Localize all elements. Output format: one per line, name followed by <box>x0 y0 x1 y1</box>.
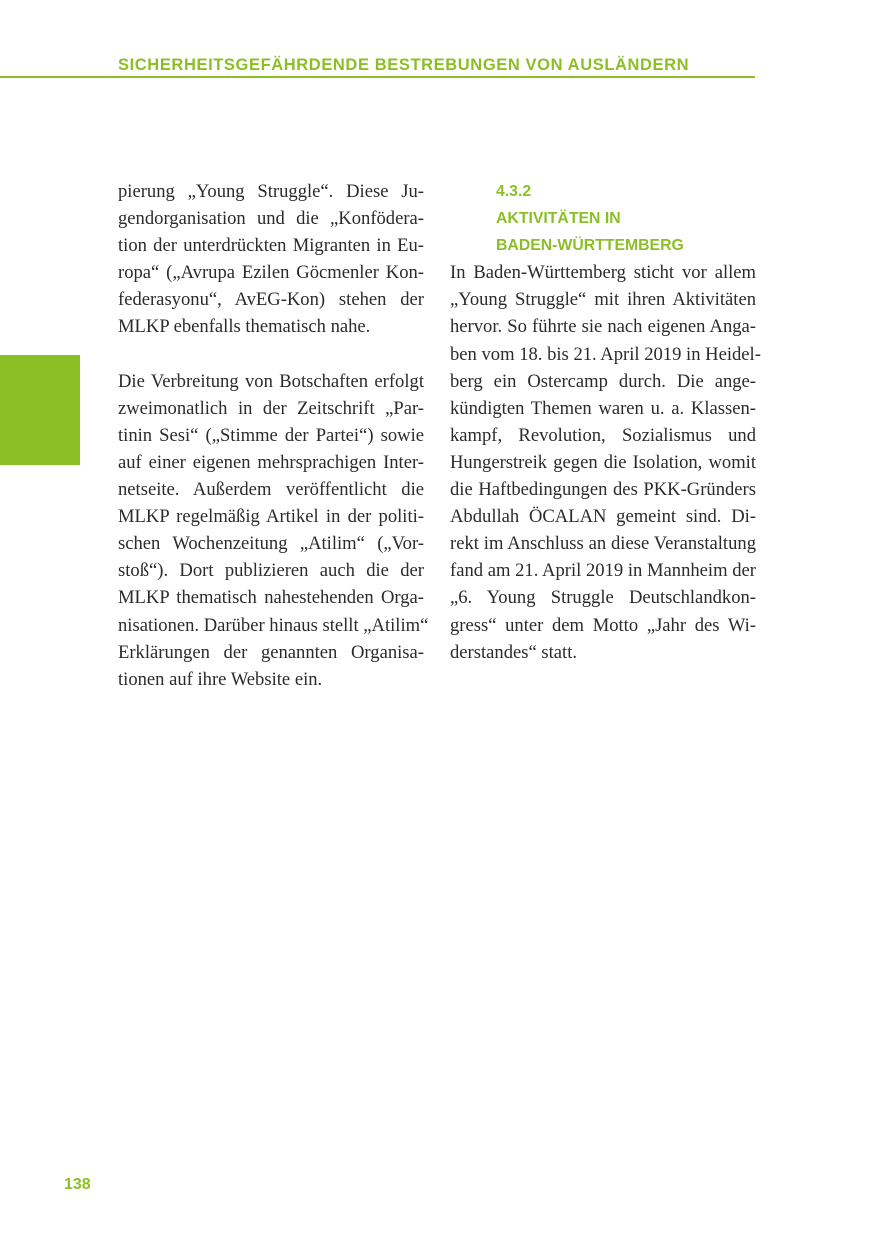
section-title-line: AKTIVITÄTEN IN <box>496 210 621 228</box>
text-line: gress“ unter dem Motto „Jahr des Wi- <box>450 614 756 636</box>
paragraph-mlkp-affiliates <box>118 178 424 341</box>
text-line: derstandes“ statt. <box>450 641 578 663</box>
text-line: Die Verbreitung von Botschaften erfolgt <box>118 370 424 392</box>
section-title-line: BADEN-WÜRTTEMBERG <box>496 237 684 255</box>
text-line: kündigten Themen waren u. a. Klassen- <box>450 397 756 419</box>
paragraph-baden-wuerttemberg-activities <box>450 259 761 665</box>
text-line: MLKP ebenfalls thematisch nahe. <box>118 316 371 338</box>
text-line: ben vom 18. bis 21. April 2019 in Heidel- <box>450 343 761 365</box>
header-rule <box>0 76 755 78</box>
text-line: schen Wochenzeitung „Atilim“ („Vor- <box>118 533 424 555</box>
text-line: berg ein Ostercamp durch. Die ange- <box>450 370 756 392</box>
text-line: fand am 21. April 2019 in Mannheim der <box>450 560 756 582</box>
chapter-tab-marker <box>0 355 80 465</box>
text-line: „Young Struggle“ mit ihren Aktivitäten <box>450 289 756 311</box>
text-line: stoß“). Dort publizieren auch die der <box>118 560 424 582</box>
text-line: In Baden-Württemberg sticht vor allem <box>450 262 756 284</box>
text-line: Hungerstreik gegen die Isolation, womit <box>450 451 756 473</box>
text-line: MLKP thematisch nahestehenden Orga- <box>118 587 424 609</box>
left-text-column <box>118 178 429 693</box>
text-line: Abdullah ÖCALAN gemeint sind. Di- <box>450 506 756 528</box>
text-line: tinin Sesi“ („Stimme der Partei“) sowie <box>118 424 424 446</box>
text-line: auf einer eigenen mehrsprachigen Inter- <box>118 451 424 473</box>
running-header-title: SICHERHEITSGEFÄHRDENDE BESTREBUNGEN VON AUSLÄNDERN <box>118 56 690 74</box>
text-line: Erklärungen der genannten Organisa- <box>118 641 424 663</box>
text-line: kampf, Revolution, Sozialismus und <box>450 424 756 446</box>
text-line: MLKP regelmäßig Artikel in der politi- <box>118 506 424 528</box>
text-line: zweimonatlich in der Zeitschrift „Par- <box>118 397 424 419</box>
text-line: federasyonu“, AvEG-Kon) stehen der <box>118 289 424 311</box>
text-line: rekt im Anschluss an diese Veranstaltung <box>450 533 756 555</box>
text-line: nisationen. Darüber hinaus stellt „Atilim“ <box>118 614 429 636</box>
text-line: pierung „Young Struggle“. Diese Ju- <box>118 181 424 202</box>
text-line: die Haftbedingungen des PKK-Gründers <box>450 479 756 501</box>
section-number: 4.3.2 <box>496 183 532 200</box>
section-heading <box>450 178 756 259</box>
page-number: 138 <box>64 1176 91 1193</box>
text-line: hervor. So führte sie nach eigenen Anga- <box>450 316 756 338</box>
paragraph-spacer <box>118 341 424 368</box>
right-text-column <box>450 178 761 666</box>
text-line: netseite. Außerdem veröffentlicht die <box>118 479 424 501</box>
text-line: „6. Young Struggle Deutschlandkon- <box>450 587 756 609</box>
text-line: gendorganisation und die „Konfödera- <box>118 208 424 230</box>
text-line: tion der unterdrückten Migranten in Eu- <box>118 235 424 257</box>
text-line: tionen auf ihre Website ein. <box>118 668 323 690</box>
paragraph-publications <box>118 368 429 693</box>
text-line: ropa“ („Avrupa Ezilen Göcmenler Kon- <box>118 262 424 284</box>
